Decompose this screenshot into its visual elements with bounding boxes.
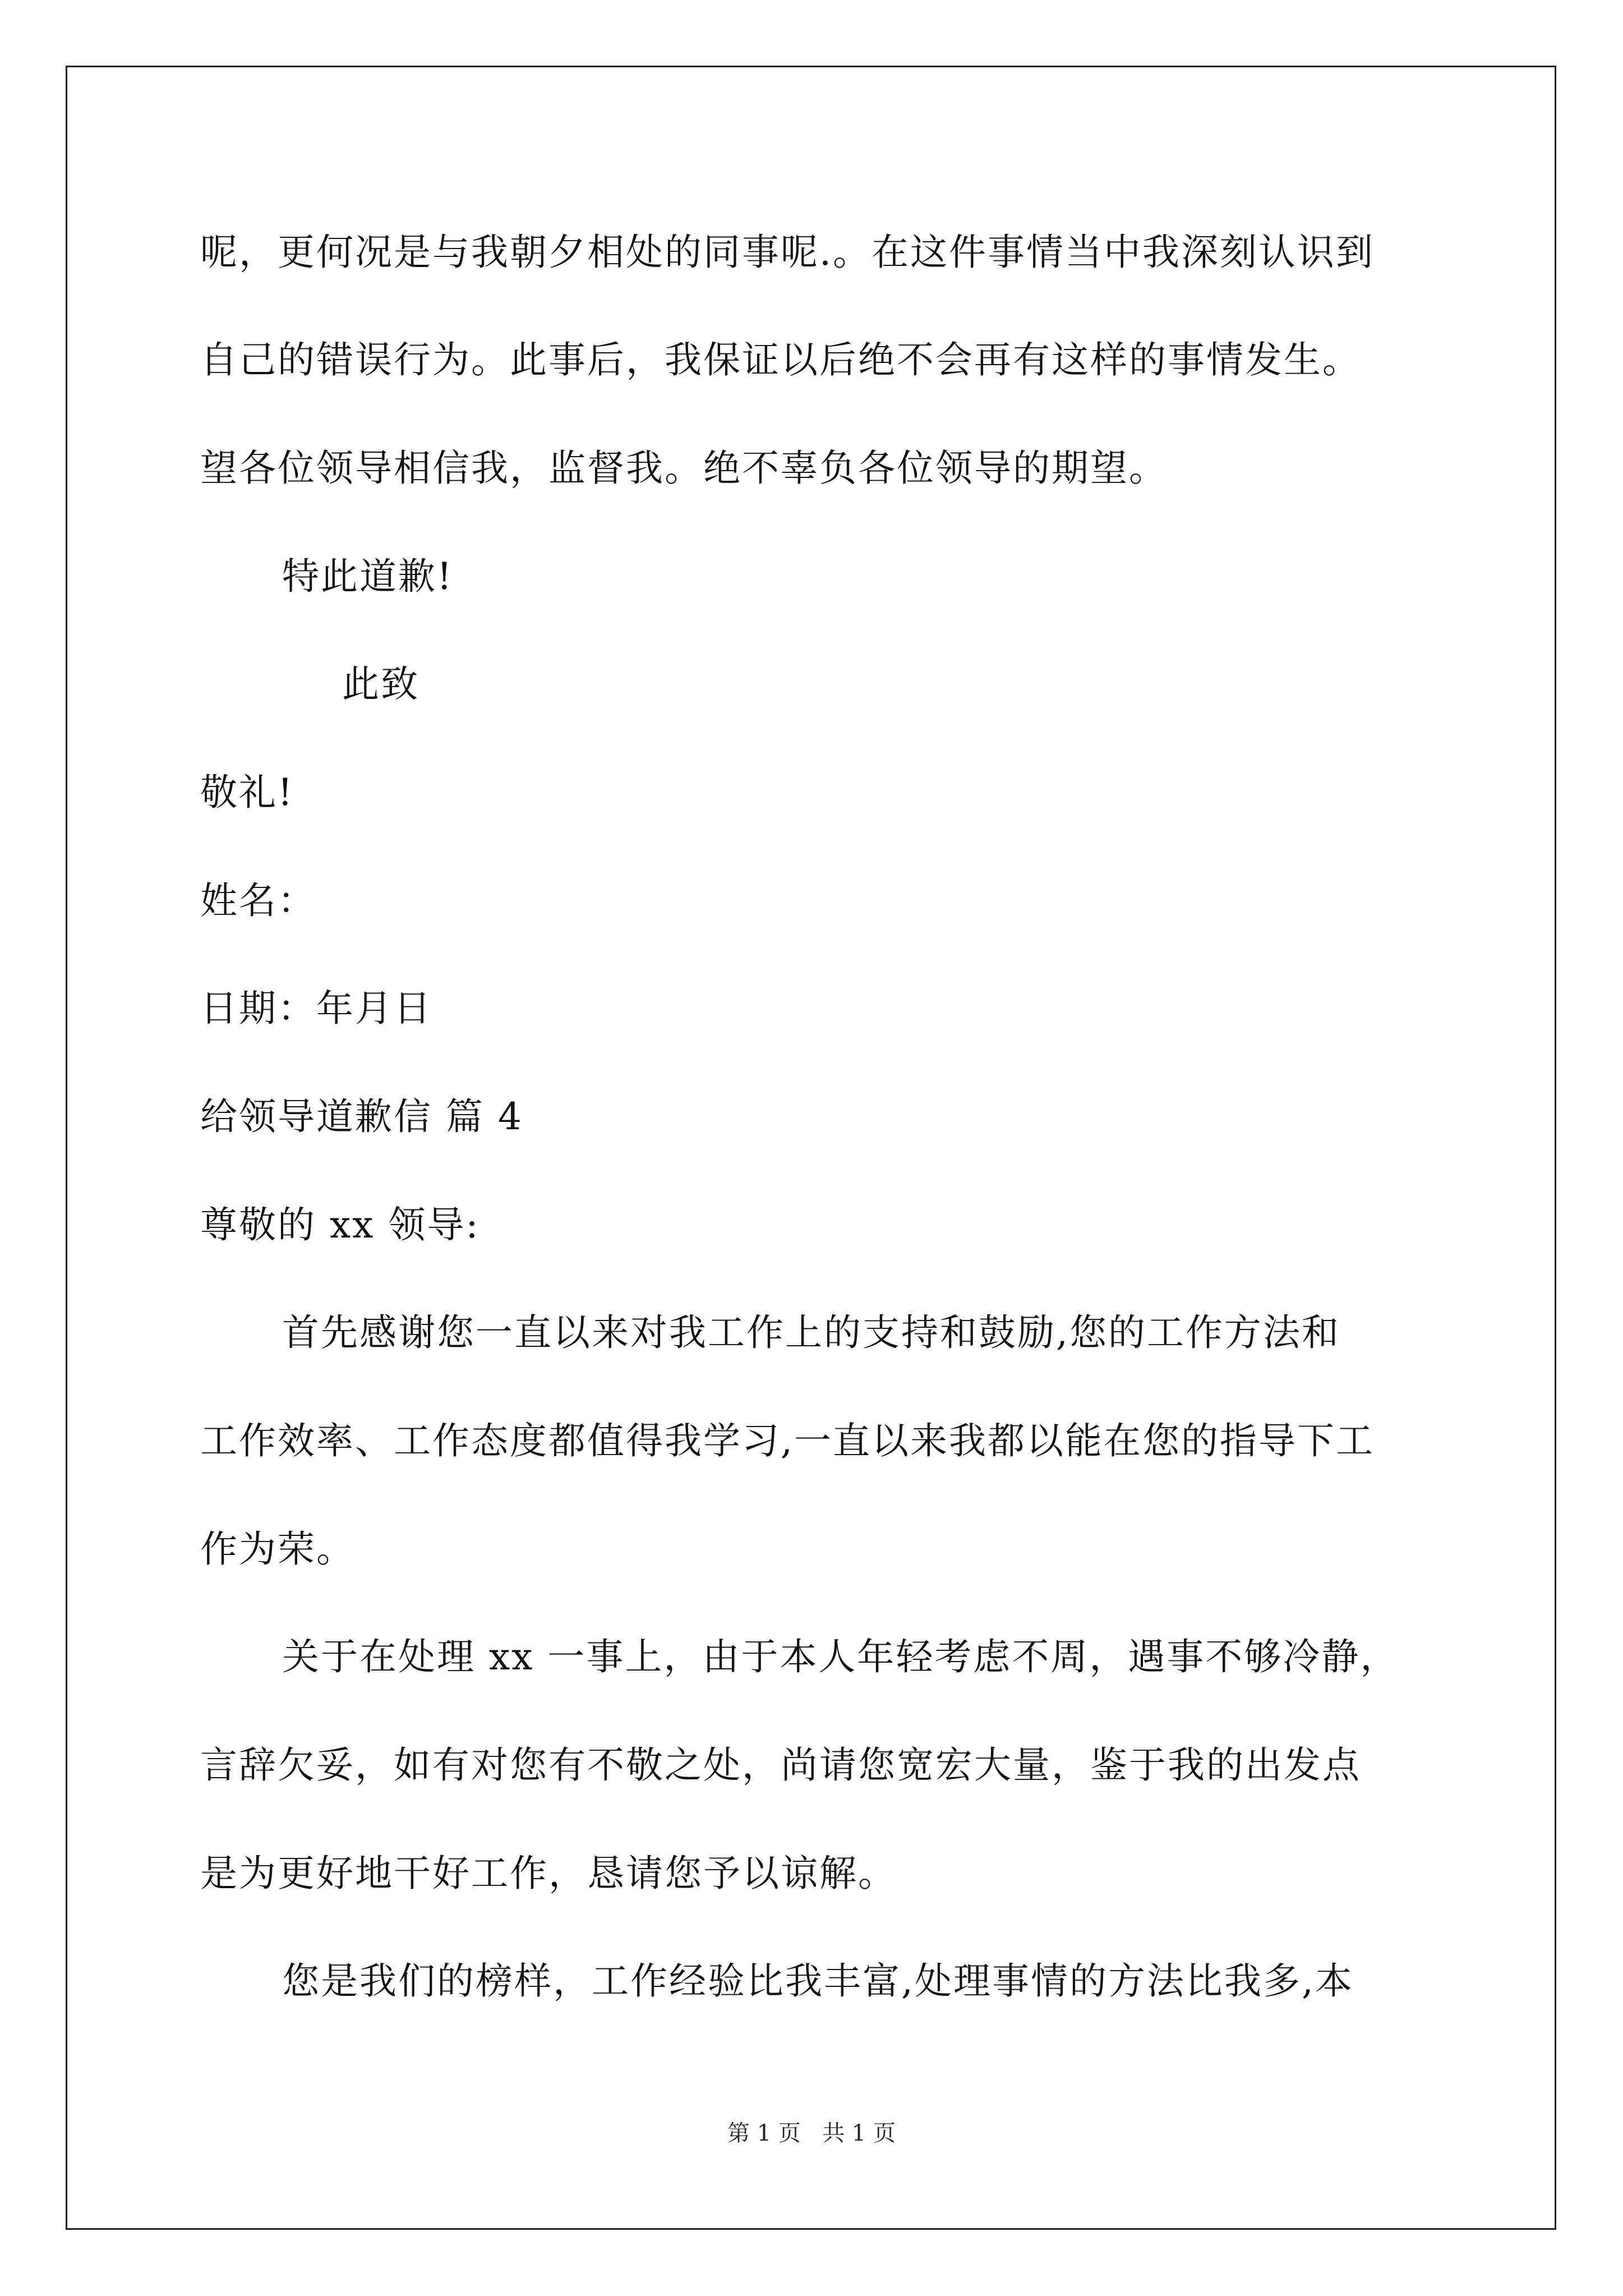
page-border bbox=[66, 66, 1556, 2230]
body-line-16: 是为更好地干好工作，恳请您予以谅解。 bbox=[200, 1852, 897, 1895]
body-line-1: 呢，更何况是与我朝夕相处的同事呢.。在这件事情当中我深刻认识到 bbox=[200, 231, 1375, 274]
salutation-jingli: 敬礼! bbox=[200, 771, 294, 814]
salutation-cizhi: 此致 bbox=[342, 662, 419, 706]
body-line-15: 言辞欠妥，如有对您有不敬之处，尚请您宽宏大量，鉴于我的出发点 bbox=[200, 1743, 1361, 1787]
body-line-12: 工作效率、工作态度都值得我学习,一直以来我都以能在您的指导下工 bbox=[200, 1419, 1375, 1462]
letter-greeting: 尊敬的 xx 领导: bbox=[200, 1203, 480, 1246]
page-number-footer: 第 1 页 共 1 页 bbox=[727, 2120, 896, 2146]
body-line-2: 自己的错误行为。此事后，我保证以后绝不会再有这样的事情发生。 bbox=[200, 338, 1361, 381]
date-field-label: 日期：年月日 bbox=[200, 987, 432, 1030]
body-line-3: 望各位领导相信我，监督我。绝不辜负各位领导的期望。 bbox=[200, 447, 1168, 490]
name-field-label: 姓名： bbox=[200, 879, 316, 922]
apology-closing: 特此道歉! bbox=[282, 555, 454, 598]
body-line-14: 关于在处理 xx 一事上，由于本人年轻考虑不周，遇事不够冷静， bbox=[282, 1635, 1399, 1678]
section-heading: 给领导道歉信 篇 4 bbox=[200, 1095, 523, 1138]
body-line-17: 您是我们的榜样，工作经验比我丰富,处理事情的方法比我多,本 bbox=[282, 1959, 1354, 2003]
body-line-11: 首先感谢您一直以来对我工作上的支持和鼓励,您的工作方法和 bbox=[282, 1311, 1340, 1354]
body-line-13: 作为荣。 bbox=[200, 1527, 355, 1571]
